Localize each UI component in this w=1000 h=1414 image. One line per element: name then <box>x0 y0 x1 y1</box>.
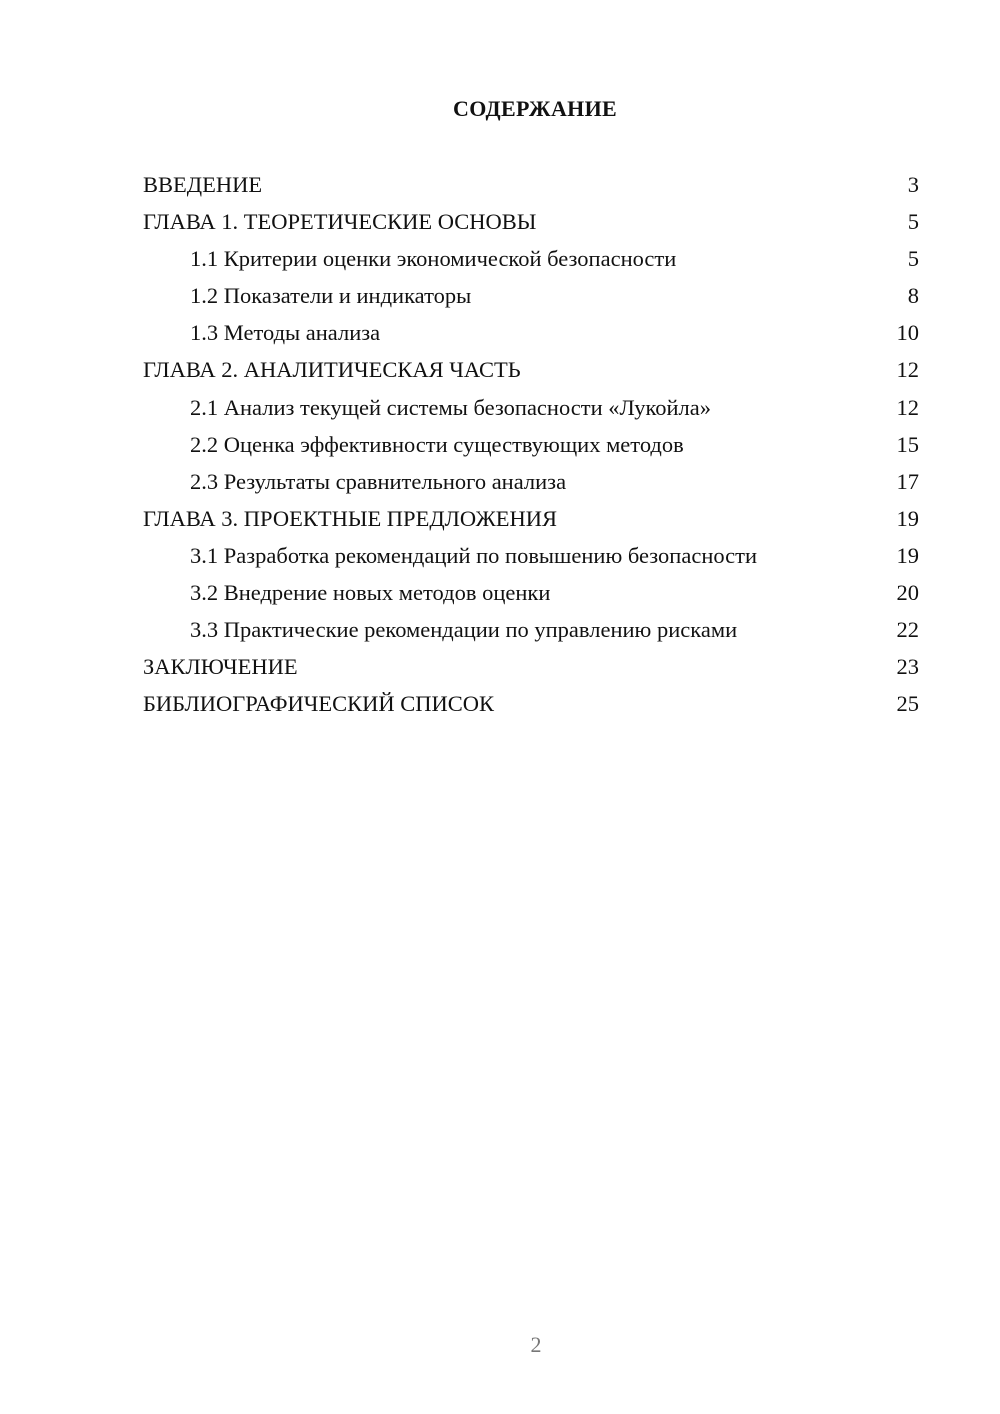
toc-entry-title: ГЛАВА 2. АНАЛИТИЧЕСКАЯ ЧАСТЬ <box>143 357 521 383</box>
toc-entry-title: 2.1 Анализ текущей системы безопасности «Лукойла» <box>190 394 711 420</box>
toc-entry <box>143 685 919 722</box>
toc-entry-title: 2.2 Оценка эффективности существующих методов <box>190 431 684 457</box>
toc-entry-page: 25 <box>896 691 919 717</box>
toc-entry-title: 1.1 Критерии оценки экономической безопасности <box>190 246 677 272</box>
toc-entry-title: БИБЛИОГРАФИЧЕСКИЙ СПИСОК <box>143 691 495 717</box>
toc-entry-page: 22 <box>896 617 919 643</box>
toc-entry-title: 3.1 Разработка рекомендаций по повышению безопасности <box>190 542 758 568</box>
toc-subentry <box>143 537 919 574</box>
toc-entry-page: 10 <box>896 320 919 346</box>
toc-subentry <box>143 574 919 611</box>
toc-entry-page: 8 <box>907 283 919 309</box>
toc-entry-title: ВВЕДЕНИЕ <box>143 172 263 197</box>
page-number: 2 <box>530 1332 542 1357</box>
toc-entry <box>143 500 919 537</box>
toc-entry-page: 23 <box>896 654 919 680</box>
toc-entry <box>143 203 919 240</box>
toc-subentry <box>143 314 919 351</box>
toc-entry-page: 19 <box>896 505 919 531</box>
toc-entry-page: 17 <box>896 468 919 494</box>
toc-entry-page: 5 <box>907 246 919 272</box>
toc-entry-page: 12 <box>896 394 919 420</box>
toc-entry-title: ГЛАВА 3. ПРОЕКТНЫЕ ПРЕДЛОЖЕНИЯ <box>143 505 558 531</box>
toc-entry-title: 3.2 Внедрение новых методов оценки <box>190 580 551 606</box>
toc-entry-page: 19 <box>896 542 919 568</box>
toc-subentry <box>143 240 919 277</box>
table-of-contents <box>143 166 919 722</box>
toc-entry-title: 1.2 Показатели и индикаторы <box>190 283 472 309</box>
toc-entry-page: 3 <box>907 172 919 197</box>
toc-entry-title: 2.3 Результаты сравнительного анализа <box>190 468 567 494</box>
toc-entry <box>143 351 919 388</box>
toc-entry <box>143 648 919 685</box>
page-title: СОДЕРЖАНИЕ <box>453 96 617 121</box>
toc-entry-title: ЗАКЛЮЧЕНИЕ <box>143 654 298 680</box>
toc-entry-title: 3.3 Практические рекомендации по управлению рисками <box>190 617 738 643</box>
toc-entry-page: 20 <box>896 580 919 606</box>
toc-subentry <box>143 426 919 463</box>
toc-entry-title: 1.3 Методы анализа <box>190 320 381 346</box>
toc-subentry <box>143 463 919 500</box>
toc-subentry <box>143 277 919 314</box>
toc-entry-page: 5 <box>907 209 919 235</box>
toc-entry-title: ГЛАВА 1. ТЕОРЕТИЧЕСКИЕ ОСНОВЫ <box>143 209 537 235</box>
toc-entry-page: 15 <box>896 431 919 457</box>
toc-subentry <box>143 611 919 648</box>
toc-subentry <box>143 389 919 426</box>
toc-entry <box>143 166 919 203</box>
toc-entry-page: 12 <box>896 357 919 383</box>
